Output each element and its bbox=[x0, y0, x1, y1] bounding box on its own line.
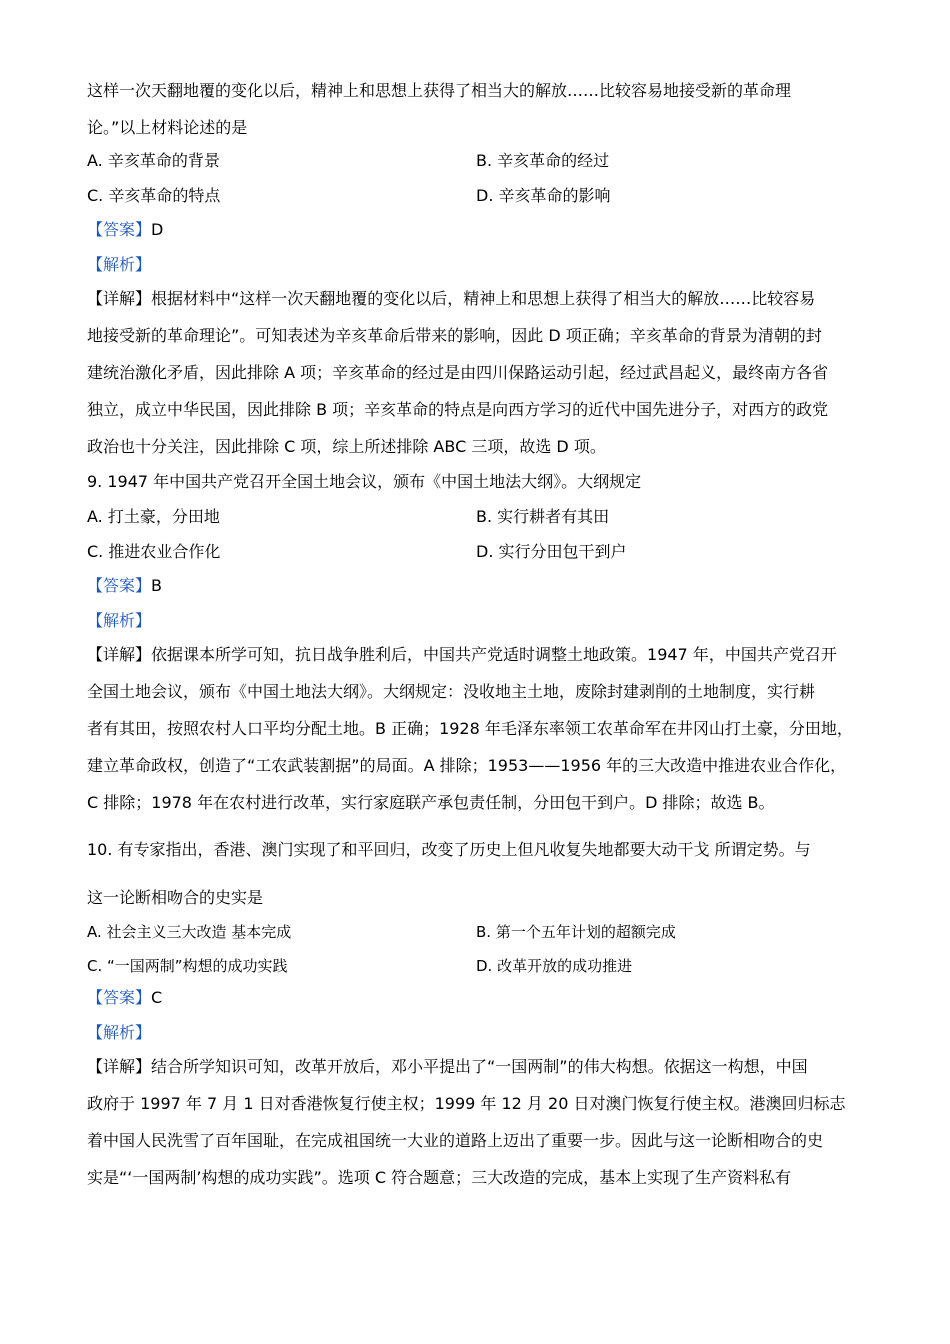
q8-detail-line: 独立，成立中华民国，因此排除 B 项；辛亥革命的特点是向西方学习的近代中国先进分子，对西方的政党 bbox=[87, 400, 829, 419]
answer-value: B bbox=[151, 576, 162, 595]
q8-analysis-tag: 【解析】 bbox=[87, 255, 152, 274]
q9-option-a: A. 打土豪，分田地 bbox=[87, 507, 220, 526]
q10-question-line: 这一论断相吻合的史实是 bbox=[87, 888, 264, 907]
q9-option-c: C. 推进农业合作化 bbox=[87, 542, 221, 561]
question-8-stem-line: 论。”以上材料论述的是 bbox=[87, 118, 248, 137]
q8-detail-line: 地接受新的革命理论”。可知表述为辛亥革命后带来的影响，因此 D 项正确；辛亥革命的背景为清朝的封 bbox=[87, 326, 822, 345]
q8-option-d: D. 辛亥革命的影响 bbox=[476, 186, 611, 205]
detail-tag: 【详解】 bbox=[87, 289, 152, 308]
answer-value: D bbox=[151, 220, 164, 239]
q10-option-a: A. 社会主义三大改造 基本完成 bbox=[87, 923, 292, 941]
q10-option-d: D. 改革开放的成功推进 bbox=[476, 957, 633, 975]
detail-tag: 【详解】 bbox=[87, 645, 152, 664]
q10-option-b: B. 第一个五年计划的超额完成 bbox=[476, 923, 676, 941]
q10-detail-line: 着中国人民洗雪了百年国耻，在完成祖国统一大业的道路上迈出了重要一步。因此与这一论断相吻合的史 bbox=[87, 1131, 824, 1150]
answer-tag: 【答案】 bbox=[87, 576, 152, 595]
q10-answer bbox=[87, 988, 162, 1008]
q8-detail-line: 建统治激化矛盾，因此排除 A 项；辛亥革命的经过是由四川保路运动引起，经过武昌起义，最终南方各省 bbox=[87, 363, 829, 382]
answer-value: C bbox=[151, 988, 163, 1007]
answer-tag: 【答案】 bbox=[87, 988, 152, 1007]
q10-detail-line bbox=[87, 1057, 808, 1077]
detail-text: 根据材料中“这样一次天翻地覆的变化以后，精神上和思想上获得了相当大的解放……比较容易 bbox=[151, 289, 816, 308]
detail-tag: 【详解】 bbox=[87, 1057, 152, 1076]
answer-tag: 【答案】 bbox=[87, 220, 152, 239]
q10-question-line: 10. 有专家指出，香港、澳门实现了和平回归，改变了历史上但凡收复失地都要大动干戈 所谓定势。与 bbox=[87, 840, 811, 859]
q9-detail-line: C 排除；1978 年在农村进行改革，实行家庭联产承包责任制，分田包干到户。D 排除；故选 B。 bbox=[87, 793, 775, 812]
q8-detail-line bbox=[87, 289, 815, 309]
q8-option-a: A. 辛亥革命的背景 bbox=[87, 151, 220, 170]
q10-option-c: C. “一国两制”构想的成功实践 bbox=[87, 957, 288, 975]
q8-answer bbox=[87, 220, 163, 240]
q9-detail-line bbox=[87, 645, 837, 665]
q9-question: 9. 1947 年中国共产党召开全国土地会议，颁布《中国土地法大纲》。大纲规定 bbox=[87, 472, 642, 491]
q8-option-c: C. 辛亥革命的特点 bbox=[87, 186, 221, 205]
q9-detail-line: 建立革命政权，创造了“工农武装割据”的局面。A 排除；1953——1956 年的三大改造中推进农业合作化， bbox=[87, 756, 847, 775]
q9-answer bbox=[87, 576, 162, 596]
q9-option-b: B. 实行耕者有其田 bbox=[476, 507, 610, 526]
q8-detail-line: 政治也十分关注，因此排除 C 项，综上所述排除 ABC 三项，故选 D 项。 bbox=[87, 437, 606, 456]
q10-detail-line: 政府于 1997 年 7 月 1 日对香港恢复行使主权；1999 年 12 月 20 日对澳门恢复行使主权。港澳回归标志 bbox=[87, 1094, 846, 1113]
q10-analysis-tag: 【解析】 bbox=[87, 1023, 152, 1042]
q9-detail-line: 者有其田，按照农村人口平均分配土地。B 正确；1928 年毛泽东率领工农革命军在井冈山打土豪，分田地， bbox=[87, 719, 853, 738]
detail-text: 依据课本所学可知，抗日战争胜利后，中国共产党适时调整土地政策。1947 年，中国共产党召开 bbox=[151, 645, 837, 664]
q9-analysis-tag: 【解析】 bbox=[87, 611, 152, 630]
q9-option-d: D. 实行分田包干到户 bbox=[476, 542, 627, 561]
q9-detail-line: 全国土地会议，颁布《中国土地法大纲》。大纲规定：没收地主土地，废除封建剥削的土地制度，实行耕 bbox=[87, 682, 816, 701]
q10-detail-line: 实是“‘一国两制’构想的成功实践”。选项 C 符合题意；三大改造的完成，基本上实现了生产资料私有 bbox=[87, 1168, 792, 1187]
question-8-stem-line: 这样一次天翻地覆的变化以后，精神上和思想上获得了相当大的解放……比较容易地接受新的革命理 bbox=[87, 81, 792, 100]
detail-text: 结合所学知识可知，改革开放后，邓小平提出了“一国两制”的伟大构想。依据这一构想，中国 bbox=[151, 1057, 808, 1076]
q8-option-b: B. 辛亥革命的经过 bbox=[476, 151, 610, 170]
